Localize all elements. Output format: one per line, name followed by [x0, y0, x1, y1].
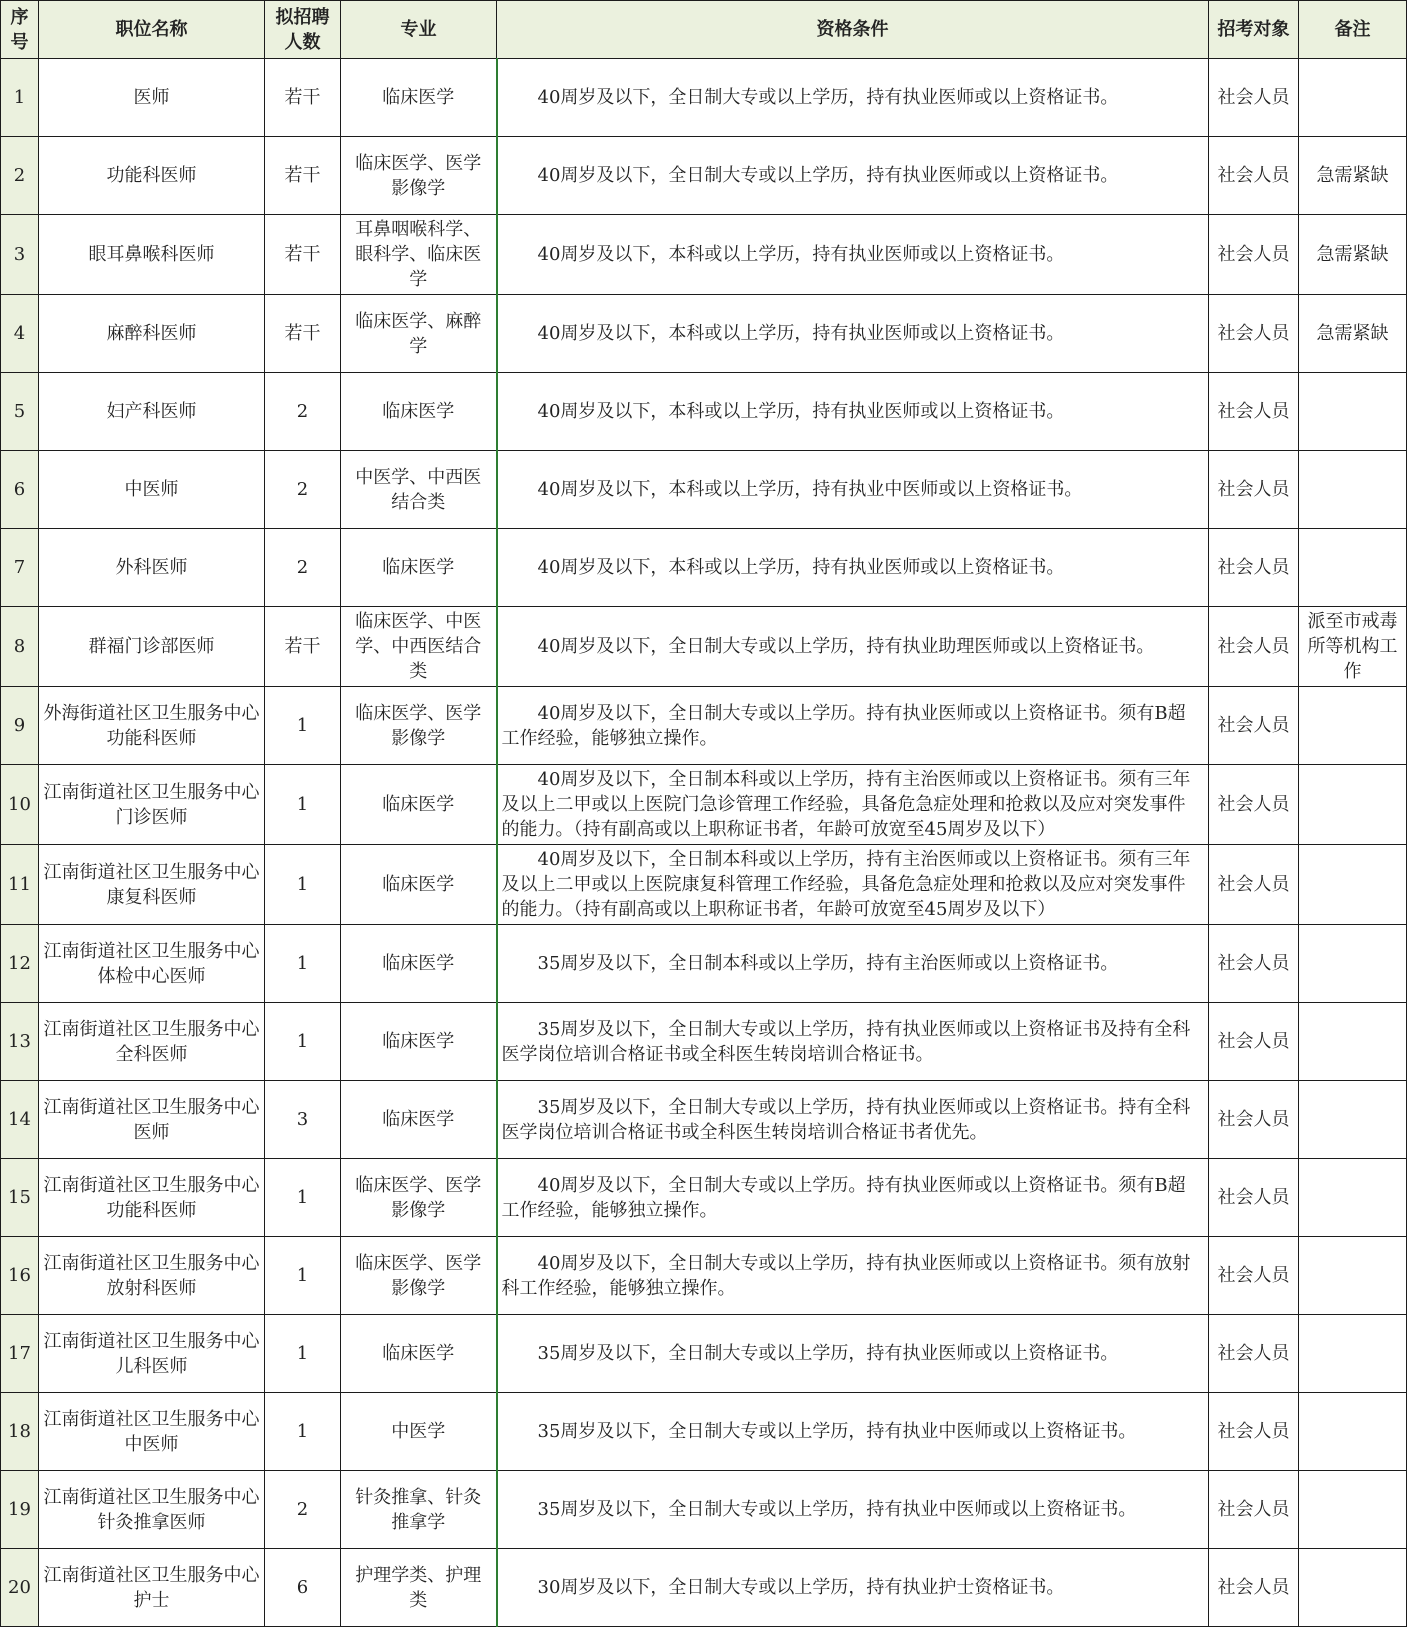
cell-position: 江南街道社区卫生服务中心门诊医师 — [39, 765, 265, 845]
header-target: 招考对象 — [1209, 1, 1299, 59]
cell-notes — [1299, 1081, 1407, 1159]
cell-requirements: 40周岁及以下，全日制大专或以上学历，持有执业医师或以上资格证书。 — [497, 137, 1209, 215]
cell-major: 临床医学、医学影像学 — [341, 1237, 497, 1315]
cell-position: 江南街道社区卫生服务中心康复科医师 — [39, 845, 265, 925]
cell-position: 眼耳鼻喉科医师 — [39, 215, 265, 295]
header-position: 职位名称 — [39, 1, 265, 59]
cell-seq: 8 — [1, 607, 39, 687]
cell-notes: 急需紧缺 — [1299, 215, 1407, 295]
cell-requirements: 40周岁及以下，全日制大专或以上学历。持有执业医师或以上资格证书。须有B超工作经验，能够独立操作。 — [497, 1159, 1209, 1237]
cell-seq: 9 — [1, 687, 39, 765]
table-header — [1, 1, 1407, 59]
cell-seq: 12 — [1, 925, 39, 1003]
header-row — [1, 1, 1407, 59]
cell-requirements: 35周岁及以下，全日制大专或以上学历，持有执业中医师或以上资格证书。 — [497, 1471, 1209, 1549]
cell-target: 社会人员 — [1209, 1159, 1299, 1237]
cell-requirements: 35周岁及以下，全日制大专或以上学历，持有执业医师或以上资格证书。持有全科医学岗位培训合格证书或全科医生转岗培训合格证书者优先。 — [497, 1081, 1209, 1159]
cell-count: 2 — [265, 529, 341, 607]
cell-count: 1 — [265, 1159, 341, 1237]
cell-count: 2 — [265, 451, 341, 529]
cell-position: 江南街道社区卫生服务中心全科医师 — [39, 1003, 265, 1081]
cell-notes — [1299, 1393, 1407, 1471]
table-row — [1, 687, 1407, 765]
cell-count: 1 — [265, 1393, 341, 1471]
cell-notes — [1299, 1549, 1407, 1627]
cell-requirements: 35周岁及以下，全日制大专或以上学历，持有执业医师或以上资格证书。 — [497, 1315, 1209, 1393]
cell-notes — [1299, 1159, 1407, 1237]
cell-target: 社会人员 — [1209, 1081, 1299, 1159]
cell-seq: 15 — [1, 1159, 39, 1237]
cell-notes — [1299, 925, 1407, 1003]
cell-seq: 14 — [1, 1081, 39, 1159]
cell-count: 若干 — [265, 607, 341, 687]
cell-target: 社会人员 — [1209, 1471, 1299, 1549]
cell-requirements: 40周岁及以下，全日制本科或以上学历，持有主治医师或以上资格证书。须有三年及以上二甲或以上医院康复科管理工作经验，具备危急症处理和抢救以及应对突发事件的能力。（持有副高或以上职称证书者，年龄可放宽至45周岁及以下） — [497, 845, 1209, 925]
cell-target: 社会人员 — [1209, 373, 1299, 451]
cell-notes — [1299, 59, 1407, 137]
cell-count: 2 — [265, 1471, 341, 1549]
cell-target: 社会人员 — [1209, 1003, 1299, 1081]
cell-target: 社会人员 — [1209, 1237, 1299, 1315]
cell-seq: 17 — [1, 1315, 39, 1393]
cell-seq: 19 — [1, 1471, 39, 1549]
cell-target: 社会人员 — [1209, 295, 1299, 373]
cell-position: 江南街道社区卫生服务中心放射科医师 — [39, 1237, 265, 1315]
cell-count: 若干 — [265, 59, 341, 137]
table-row — [1, 1549, 1407, 1627]
cell-target: 社会人员 — [1209, 607, 1299, 687]
cell-notes: 派至市戒毒所等机构工作 — [1299, 607, 1407, 687]
cell-position: 江南街道社区卫生服务中心中医师 — [39, 1393, 265, 1471]
cell-seq: 3 — [1, 215, 39, 295]
cell-notes: 急需紧缺 — [1299, 137, 1407, 215]
cell-seq: 4 — [1, 295, 39, 373]
cell-count: 3 — [265, 1081, 341, 1159]
cell-count: 若干 — [265, 215, 341, 295]
cell-seq: 13 — [1, 1003, 39, 1081]
cell-position: 江南街道社区卫生服务中心儿科医师 — [39, 1315, 265, 1393]
cell-requirements: 40周岁及以下，本科或以上学历，持有执业中医师或以上资格证书。 — [497, 451, 1209, 529]
cell-major: 临床医学 — [341, 1003, 497, 1081]
cell-notes — [1299, 529, 1407, 607]
cell-count: 6 — [265, 1549, 341, 1627]
cell-notes — [1299, 1315, 1407, 1393]
table-row — [1, 1237, 1407, 1315]
table-row — [1, 1081, 1407, 1159]
cell-count: 1 — [265, 765, 341, 845]
cell-count: 1 — [265, 1237, 341, 1315]
cell-target: 社会人员 — [1209, 59, 1299, 137]
cell-requirements: 40周岁及以下，全日制大专或以上学历。持有执业医师或以上资格证书。须有B超工作经验，能够独立操作。 — [497, 687, 1209, 765]
cell-major: 临床医学 — [341, 1081, 497, 1159]
cell-position: 江南街道社区卫生服务中心针灸推拿医师 — [39, 1471, 265, 1549]
table-row — [1, 1393, 1407, 1471]
cell-position: 江南街道社区卫生服务中心体检中心医师 — [39, 925, 265, 1003]
cell-target: 社会人员 — [1209, 1315, 1299, 1393]
cell-position: 医师 — [39, 59, 265, 137]
cell-requirements: 30周岁及以下，全日制大专或以上学历，持有执业护士资格证书。 — [497, 1549, 1209, 1627]
header-seq: 序号 — [1, 1, 39, 59]
cell-count: 2 — [265, 373, 341, 451]
cell-notes — [1299, 687, 1407, 765]
cell-major: 耳鼻咽喉科学、眼科学、临床医学 — [341, 215, 497, 295]
table-row — [1, 59, 1407, 137]
table-row — [1, 607, 1407, 687]
table-row — [1, 1315, 1407, 1393]
cell-position: 中医师 — [39, 451, 265, 529]
cell-major: 中医学、中西医结合类 — [341, 451, 497, 529]
cell-count: 若干 — [265, 137, 341, 215]
table-row — [1, 925, 1407, 1003]
cell-major: 临床医学、麻醉学 — [341, 295, 497, 373]
cell-position: 江南街道社区卫生服务中心医师 — [39, 1081, 265, 1159]
cell-position: 麻醉科医师 — [39, 295, 265, 373]
cell-seq: 10 — [1, 765, 39, 845]
cell-major: 临床医学 — [341, 925, 497, 1003]
cell-seq: 18 — [1, 1393, 39, 1471]
cell-requirements: 40周岁及以下，本科或以上学历，持有执业医师或以上资格证书。 — [497, 295, 1209, 373]
cell-major: 临床医学、医学影像学 — [341, 687, 497, 765]
cell-notes — [1299, 451, 1407, 529]
table-row — [1, 1471, 1407, 1549]
cell-seq: 6 — [1, 451, 39, 529]
cell-seq: 11 — [1, 845, 39, 925]
cell-requirements: 40周岁及以下，全日制本科或以上学历，持有主治医师或以上资格证书。须有三年及以上二甲或以上医院门急诊管理工作经验，具备危急症处理和抢救以及应对突发事件的能力。（持有副高或以上职称证书者，年龄可放宽至45周岁及以下） — [497, 765, 1209, 845]
table-row — [1, 1003, 1407, 1081]
cell-major: 临床医学 — [341, 529, 497, 607]
cell-notes — [1299, 1237, 1407, 1315]
cell-seq: 7 — [1, 529, 39, 607]
cell-position: 妇产科医师 — [39, 373, 265, 451]
cell-count: 1 — [265, 1003, 341, 1081]
cell-count: 若干 — [265, 295, 341, 373]
cell-target: 社会人员 — [1209, 845, 1299, 925]
cell-notes — [1299, 845, 1407, 925]
table-row — [1, 295, 1407, 373]
cell-requirements: 40周岁及以下，全日制大专或以上学历，持有执业医师或以上资格证书。 — [497, 59, 1209, 137]
cell-seq: 16 — [1, 1237, 39, 1315]
cell-position: 外科医师 — [39, 529, 265, 607]
cell-target: 社会人员 — [1209, 687, 1299, 765]
cell-major: 临床医学、医学影像学 — [341, 137, 497, 215]
cell-target: 社会人员 — [1209, 529, 1299, 607]
cell-requirements: 35周岁及以下，全日制大专或以上学历，持有执业中医师或以上资格证书。 — [497, 1393, 1209, 1471]
cell-major: 临床医学 — [341, 765, 497, 845]
table-row — [1, 451, 1407, 529]
cell-requirements: 40周岁及以下，本科或以上学历，持有执业医师或以上资格证书。 — [497, 373, 1209, 451]
cell-requirements: 35周岁及以下，全日制本科或以上学历，持有主治医师或以上资格证书。 — [497, 925, 1209, 1003]
cell-count: 1 — [265, 687, 341, 765]
cell-notes: 急需紧缺 — [1299, 295, 1407, 373]
cell-major: 临床医学、医学影像学 — [341, 1159, 497, 1237]
cell-notes — [1299, 373, 1407, 451]
cell-position: 江南街道社区卫生服务中心功能科医师 — [39, 1159, 265, 1237]
cell-requirements: 40周岁及以下，本科或以上学历，持有执业医师或以上资格证书。 — [497, 529, 1209, 607]
table-row — [1, 373, 1407, 451]
table-row — [1, 529, 1407, 607]
cell-notes — [1299, 1471, 1407, 1549]
cell-target: 社会人员 — [1209, 137, 1299, 215]
cell-requirements: 35周岁及以下，全日制大专或以上学历，持有执业医师或以上资格证书及持有全科医学岗位培训合格证书或全科医生转岗培训合格证书。 — [497, 1003, 1209, 1081]
cell-target: 社会人员 — [1209, 765, 1299, 845]
cell-target: 社会人员 — [1209, 451, 1299, 529]
cell-count: 1 — [265, 1315, 341, 1393]
table-body — [1, 59, 1407, 1627]
cell-seq: 1 — [1, 59, 39, 137]
cell-requirements: 40周岁及以下，全日制大专或以上学历，持有执业助理医师或以上资格证书。 — [497, 607, 1209, 687]
table-row — [1, 765, 1407, 845]
cell-major: 临床医学、中医学、中西医结合类 — [341, 607, 497, 687]
cell-position: 功能科医师 — [39, 137, 265, 215]
cell-major: 临床医学 — [341, 1315, 497, 1393]
cell-major: 临床医学 — [341, 373, 497, 451]
table-row — [1, 1159, 1407, 1237]
cell-target: 社会人员 — [1209, 215, 1299, 295]
table-row — [1, 215, 1407, 295]
cell-major: 临床医学 — [341, 845, 497, 925]
cell-position: 群福门诊部医师 — [39, 607, 265, 687]
cell-requirements: 40周岁及以下，本科或以上学历，持有执业医师或以上资格证书。 — [497, 215, 1209, 295]
cell-position: 外海街道社区卫生服务中心功能科医师 — [39, 687, 265, 765]
header-notes: 备注 — [1299, 1, 1407, 59]
cell-major: 针灸推拿、针灸推拿学 — [341, 1471, 497, 1549]
cell-count: 1 — [265, 925, 341, 1003]
header-requirements: 资格条件 — [497, 1, 1209, 59]
header-count: 拟招聘人数 — [265, 1, 341, 59]
cell-notes — [1299, 1003, 1407, 1081]
cell-target: 社会人员 — [1209, 925, 1299, 1003]
cell-seq: 20 — [1, 1549, 39, 1627]
cell-target: 社会人员 — [1209, 1549, 1299, 1627]
header-major: 专业 — [341, 1, 497, 59]
table-row — [1, 137, 1407, 215]
table-row — [1, 845, 1407, 925]
cell-target: 社会人员 — [1209, 1393, 1299, 1471]
cell-notes — [1299, 765, 1407, 845]
cell-position: 江南街道社区卫生服务中心护士 — [39, 1549, 265, 1627]
cell-major: 临床医学 — [341, 59, 497, 137]
cell-seq: 5 — [1, 373, 39, 451]
cell-requirements: 40周岁及以下，全日制大专或以上学历，持有执业医师或以上资格证书。须有放射科工作经验，能够独立操作。 — [497, 1237, 1209, 1315]
cell-count: 1 — [265, 845, 341, 925]
cell-major: 护理学类、护理类 — [341, 1549, 497, 1627]
cell-seq: 2 — [1, 137, 39, 215]
cell-major: 中医学 — [341, 1393, 497, 1471]
